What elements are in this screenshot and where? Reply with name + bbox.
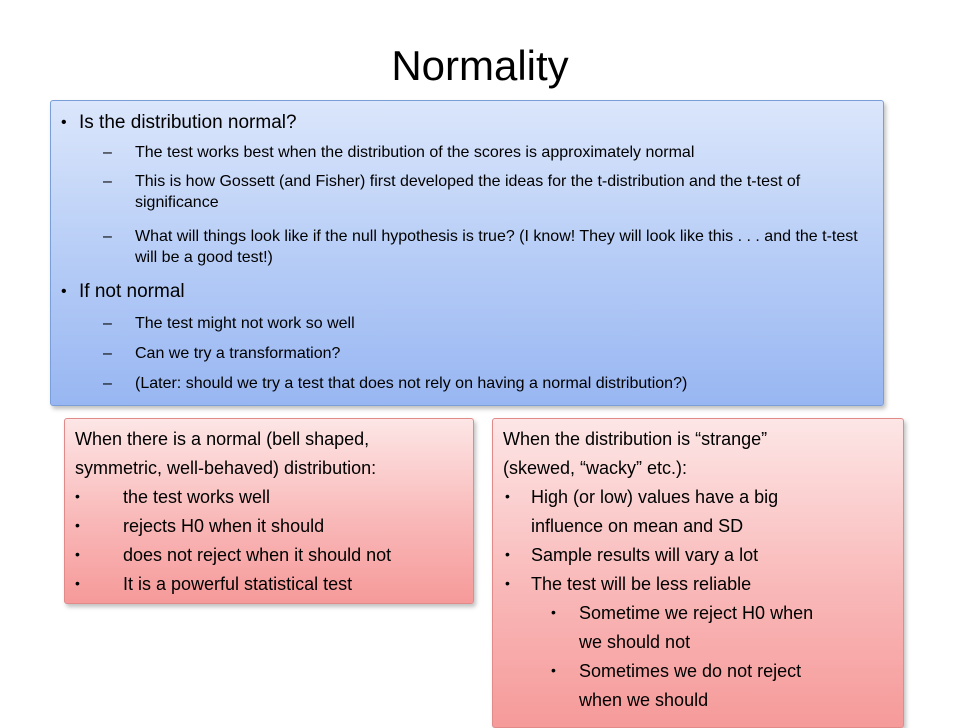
bullet-text: If not normal	[79, 281, 185, 302]
sub-bullet-text: (Later: should we try a test that does not rely on having a normal distribution?)	[135, 375, 688, 392]
sub-bullet-item	[103, 226, 875, 268]
strange-sub-bullet-text: when we should	[579, 690, 709, 710]
strange-bullet-text: The test will be less reliable	[531, 574, 752, 594]
bullet-item	[61, 280, 185, 304]
normal-bullet-text: does not reject when it should not	[123, 545, 392, 565]
bullet-dot: •	[505, 546, 510, 562]
bullet-dot: •	[75, 488, 80, 504]
strange-intro-line: (skewed, “wacky” etc.):	[503, 458, 688, 478]
sub-bullet-text: The test works best when the distribution of the scores is approximately normal	[135, 144, 695, 161]
bullet-dot: •	[61, 283, 67, 300]
sub-bullet-item	[103, 142, 875, 163]
normal-intro-line: symmetric, well-behaved) distribution:	[75, 458, 377, 478]
sub-bullet-text: What will things look like if the null hypothesis is true? (I know! They will look like this . . . and the t-test will be a good test!)	[135, 228, 858, 266]
sub-bullet-text: This is how Gossett (and Fisher) first developed the ideas for the t-distribution and the t-test of significance	[135, 173, 801, 211]
bullet-item	[61, 111, 297, 135]
sub-bullet-item	[103, 171, 875, 213]
dash-marker: –	[103, 345, 112, 362]
normal-bullet-text: rejects H0 when it should	[123, 516, 325, 536]
sub-bullet-text: Can we try a transformation?	[135, 345, 341, 362]
strange-sub-bullet-text: Sometime we reject H0 when	[579, 603, 814, 623]
normal-bullet-text: the test works well	[123, 487, 271, 507]
dash-marker: –	[103, 173, 112, 190]
normal-distribution-box	[64, 418, 474, 604]
strange-intro-line: When the distribution is “strange”	[503, 429, 768, 449]
normal-bullet-text: It is a powerful statistical test	[123, 574, 353, 594]
strange-bullet-text: Sample results will vary a lot	[531, 545, 759, 565]
bullet-dot: •	[505, 575, 510, 591]
normal-intro-line: When there is a normal (bell shaped,	[75, 429, 370, 449]
sub-bullet-dot: •	[551, 662, 556, 678]
strange-bullet-text: influence on mean and SD	[531, 516, 744, 536]
sub-bullet-text: The test might not work so well	[135, 315, 355, 332]
bullet-dot: •	[75, 517, 80, 533]
bullet-dot: •	[75, 546, 80, 562]
slide-title: Normality	[391, 42, 569, 89]
sub-bullet-item	[103, 343, 875, 364]
sub-bullet-item	[103, 313, 875, 334]
dash-marker: –	[103, 228, 112, 245]
dash-marker: –	[103, 315, 112, 332]
strange-sub-bullet-text: Sometimes we do not reject	[579, 661, 802, 681]
bullet-dot: •	[75, 575, 80, 591]
sub-bullet-dot: •	[551, 604, 556, 620]
strange-bullet-text: High (or low) values have a big	[531, 487, 779, 507]
dash-marker: –	[103, 144, 112, 161]
strange-sub-bullet-text: we should not	[579, 632, 691, 652]
strange-distribution-box	[492, 418, 904, 728]
main-bullet-box	[50, 100, 884, 406]
bullet-text: Is the distribution normal?	[79, 112, 297, 133]
bullet-dot: •	[61, 114, 67, 131]
sub-bullet-item	[103, 373, 875, 394]
dash-marker: –	[103, 375, 112, 392]
bullet-dot: •	[505, 488, 510, 504]
